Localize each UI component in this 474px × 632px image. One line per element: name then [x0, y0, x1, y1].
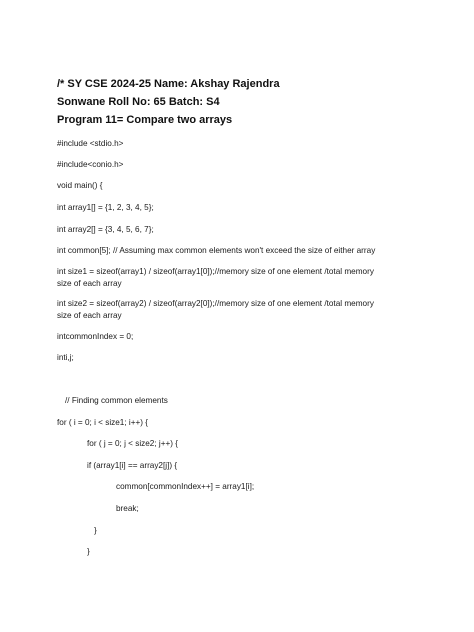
code-line-main-decl: void main() { [57, 181, 103, 190]
header-title-line2: Sonwane Roll No: 65 Batch: S4 [57, 96, 220, 108]
code-line-for-inner: for ( j = 0; j < size2; j++) { [87, 439, 179, 448]
code-line-size2-part2: size of each array [57, 311, 122, 320]
code-line-size2-part1: int size2 = sizeof(array2) / sizeof(array2[0]);//memory size of one element /total memory [57, 299, 374, 308]
code-line-include-conio: #include<conio.h> [57, 160, 124, 169]
code-line-include-stdio: #include <stdio.h> [57, 139, 124, 148]
code-line-close-if: } [94, 526, 97, 535]
code-line-size1-part1: int size1 = sizeof(array1) / sizeof(array1[0]);//memory size of one element /total memory [57, 267, 374, 276]
code-line-for-outer: for ( i = 0; i < size1; i++) { [57, 418, 149, 427]
header-title-line1: /* SY CSE 2024-25 Name: Akshay Rajendra [57, 78, 280, 90]
program-title: Program 11= Compare two arrays [57, 114, 233, 126]
code-comment-finding: // Finding common elements [65, 396, 168, 405]
code-line-common-decl: int common[5]; // Assuming max common elements won't exceed the size of either array [57, 246, 376, 255]
code-line-if-stmt: if (array1[i] == array2[j]) { [87, 461, 178, 470]
code-line-size1-part2: size of each array [57, 279, 122, 288]
code-line-common-index: intcommonIndex = 0; [57, 332, 134, 341]
code-line-break: break; [116, 504, 139, 513]
code-line-assign: common[commonIndex++] = array1[i]; [116, 482, 255, 491]
code-line-ij-decl: inti,j; [57, 353, 74, 362]
code-line-array2-decl: int array2[] = {3, 4, 5, 6, 7}; [57, 225, 154, 234]
code-line-array1-decl: int array1[] = {1, 2, 3, 4, 5}; [57, 203, 154, 212]
code-line-close-inner: } [87, 547, 90, 556]
